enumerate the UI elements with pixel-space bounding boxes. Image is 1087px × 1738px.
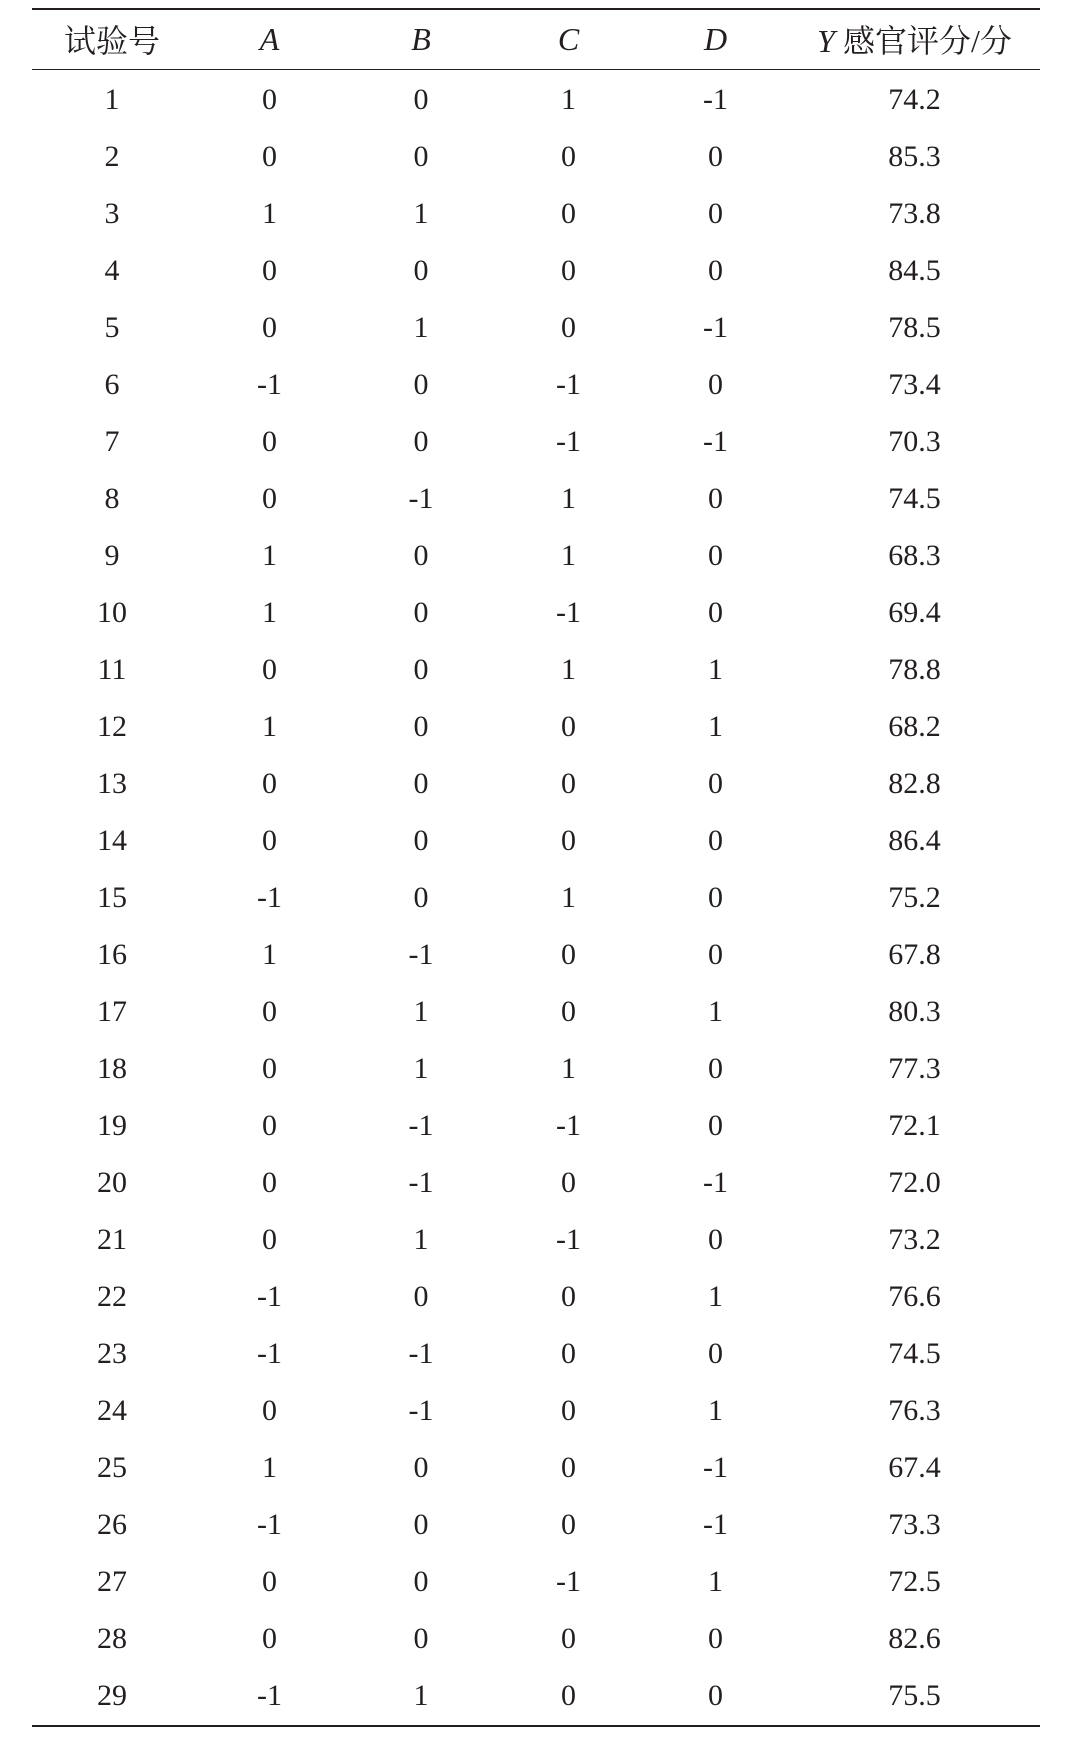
trial-number-cell: 12: [97, 710, 127, 743]
table-header: [32, 9, 1040, 69]
factor-b-cell: 0: [413, 539, 429, 572]
factor-a-cell: 0: [262, 311, 277, 344]
trial-number-cell: 23: [97, 1337, 127, 1370]
header-y-letter: Y: [817, 23, 835, 60]
header-sensory-score: [789, 9, 1040, 69]
trial-number-cell: 25: [97, 1451, 127, 1484]
factor-d-cell: 0: [708, 767, 723, 800]
table-row: [32, 1554, 1040, 1611]
header-factor-b: B: [411, 20, 431, 57]
sensory-score-cell: 75.5: [888, 1679, 941, 1712]
sensory-score-cell: 82.8: [888, 767, 941, 800]
factor-b-cell: -1: [408, 938, 434, 971]
factor-b-cell: 0: [413, 881, 429, 914]
factor-a-cell: -1: [257, 881, 282, 914]
factor-a-cell: 1: [262, 596, 277, 629]
sensory-score-cell: 86.4: [888, 824, 941, 857]
table-row: [32, 1212, 1040, 1269]
factor-d-cell: -1: [703, 1451, 728, 1484]
factor-c-cell: 1: [561, 1052, 576, 1085]
factor-a-cell: 0: [262, 824, 277, 857]
factor-b-cell: 0: [413, 425, 429, 458]
factor-a-cell: 1: [262, 938, 277, 971]
factor-a-cell: 0: [262, 767, 277, 800]
table-row: [32, 1041, 1040, 1098]
factor-c-cell: 0: [561, 1679, 576, 1712]
trial-number-cell: 14: [97, 824, 127, 857]
factor-c-cell: 0: [561, 140, 576, 173]
trial-number-cell: 2: [104, 140, 120, 173]
trial-number-cell: 19: [97, 1109, 127, 1142]
factor-d-cell: 1: [708, 1280, 723, 1313]
factor-c-cell: 0: [561, 1451, 576, 1484]
factor-d-cell: 0: [708, 1109, 723, 1142]
factor-c-cell: -1: [556, 368, 581, 401]
factor-d-cell: 0: [708, 1223, 723, 1256]
factor-c-cell: -1: [556, 596, 581, 629]
trial-number-cell: 3: [104, 197, 120, 230]
sensory-score-cell: 85.3: [888, 140, 941, 173]
factor-a-cell: -1: [257, 368, 282, 401]
sensory-score-cell: 76.6: [888, 1280, 941, 1313]
trial-number-cell: 6: [104, 368, 120, 401]
sensory-score-cell: 68.2: [888, 710, 941, 743]
sensory-score-cell: 74.2: [888, 83, 941, 116]
factor-b-cell: 0: [413, 1565, 429, 1598]
sensory-score-cell: 74.5: [888, 482, 941, 515]
factor-d-cell: 0: [708, 596, 723, 629]
factor-b-cell: -1: [408, 1394, 434, 1427]
factor-a-cell: 0: [262, 653, 277, 686]
sensory-score-cell: 72.0: [888, 1166, 941, 1199]
factor-b-cell: 0: [413, 1622, 429, 1655]
table-row: [32, 1497, 1040, 1554]
sensory-score-cell: 82.6: [888, 1622, 941, 1655]
trial-number-cell: 18: [97, 1052, 127, 1085]
trial-number-cell: 22: [97, 1280, 127, 1313]
factor-a-cell: -1: [257, 1337, 282, 1370]
factor-b-cell: -1: [408, 1337, 434, 1370]
table-body: [32, 69, 1040, 1726]
trial-number-cell: 24: [97, 1394, 127, 1427]
table-row: [32, 927, 1040, 984]
factor-d-cell: 0: [708, 1337, 723, 1370]
sensory-score-cell: 72.5: [888, 1565, 941, 1598]
factor-c-cell: 1: [561, 539, 576, 572]
data-table-container: [32, 8, 1040, 1727]
factor-d-cell: 0: [708, 368, 723, 401]
table-row: [32, 699, 1040, 756]
header-factor-a: A: [259, 20, 280, 57]
table-row: [32, 357, 1040, 414]
factor-a-cell: -1: [257, 1280, 282, 1313]
factor-a-cell: 0: [262, 1394, 277, 1427]
factor-d-cell: -1: [703, 425, 728, 458]
sensory-score-cell: 77.3: [888, 1052, 941, 1085]
trial-number-cell: 16: [97, 938, 127, 971]
trial-number-cell: 20: [97, 1166, 127, 1199]
table-row: [32, 1155, 1040, 1212]
trial-number-cell: 27: [97, 1565, 127, 1598]
factor-b-cell: 0: [413, 1451, 429, 1484]
factor-b-cell: -1: [408, 1109, 434, 1142]
factor-b-cell: 1: [413, 197, 429, 230]
factor-b-cell: 0: [413, 596, 429, 629]
factor-a-cell: 1: [262, 710, 277, 743]
factor-a-cell: 0: [262, 425, 277, 458]
table-row: [32, 756, 1040, 813]
sensory-score-cell: 73.4: [888, 368, 941, 401]
factor-c-cell: 0: [561, 767, 576, 800]
table-row: [32, 186, 1040, 243]
trial-number-cell: 10: [97, 596, 127, 629]
factor-c-cell: -1: [556, 425, 581, 458]
factor-a-cell: 0: [262, 1565, 277, 1598]
factor-d-cell: 1: [708, 710, 723, 743]
table-row: [32, 1269, 1040, 1326]
table-row: [32, 528, 1040, 585]
factor-a-cell: 0: [262, 1622, 277, 1655]
factor-b-cell: -1: [408, 1166, 434, 1199]
table-row: [32, 642, 1040, 699]
factor-d-cell: -1: [703, 83, 728, 116]
factor-d-cell: 0: [708, 1679, 723, 1712]
trial-number-cell: 11: [97, 653, 127, 686]
factor-b-cell: 0: [413, 254, 429, 287]
trial-number-cell: 5: [104, 311, 120, 344]
factor-c-cell: 0: [561, 197, 576, 230]
table-row: [32, 69, 1040, 129]
factor-c-cell: 0: [561, 1337, 576, 1370]
header-y-text: 感官评分/分: [842, 23, 1012, 60]
factor-c-cell: -1: [556, 1109, 581, 1142]
factor-c-cell: 0: [561, 311, 576, 344]
sensory-score-cell: 72.1: [888, 1109, 941, 1142]
factor-c-cell: 0: [561, 1508, 576, 1541]
factor-d-cell: 0: [708, 938, 723, 971]
factor-b-cell: 0: [413, 1508, 429, 1541]
table-row: [32, 414, 1040, 471]
trial-number-cell: 1: [104, 83, 120, 116]
trial-number-cell: 28: [97, 1622, 127, 1655]
trial-number-cell: 26: [97, 1508, 127, 1541]
factor-d-cell: 1: [708, 653, 723, 686]
experiment-design-table: [32, 8, 1040, 1727]
trial-number-cell: 29: [97, 1679, 127, 1712]
sensory-score-cell: 80.3: [888, 995, 941, 1028]
sensory-score-cell: 73.8: [888, 197, 941, 230]
factor-b-cell: 0: [413, 368, 429, 401]
factor-b-cell: 0: [413, 140, 429, 173]
sensory-score-cell: 75.2: [888, 881, 941, 914]
table-row: [32, 585, 1040, 642]
factor-d-cell: -1: [703, 1166, 728, 1199]
trial-number-cell: 8: [104, 482, 120, 515]
factor-d-cell: -1: [703, 311, 728, 344]
factor-a-cell: 0: [262, 1052, 277, 1085]
sensory-score-cell: 67.8: [888, 938, 941, 971]
factor-b-cell: 0: [413, 653, 429, 686]
factor-c-cell: 0: [561, 1622, 576, 1655]
factor-d-cell: 0: [708, 1052, 723, 1085]
factor-b-cell: 1: [413, 1679, 429, 1712]
factor-c-cell: 0: [561, 710, 576, 743]
table-row: [32, 1383, 1040, 1440]
header-factor-c: C: [557, 20, 580, 57]
factor-a-cell: 1: [262, 1451, 277, 1484]
table-row: [32, 243, 1040, 300]
factor-a-cell: -1: [257, 1508, 282, 1541]
factor-c-cell: -1: [556, 1223, 581, 1256]
factor-a-cell: 0: [262, 1166, 277, 1199]
factor-a-cell: 0: [262, 140, 277, 173]
header-trial-number: 试验号: [63, 23, 160, 60]
factor-b-cell: 1: [413, 1223, 429, 1256]
factor-a-cell: 1: [262, 197, 277, 230]
factor-a-cell: 0: [262, 1109, 277, 1142]
factor-d-cell: 1: [708, 1394, 723, 1427]
trial-number-cell: 4: [104, 254, 120, 287]
factor-d-cell: 1: [708, 995, 723, 1028]
sensory-score-cell: 70.3: [888, 425, 941, 458]
sensory-score-cell: 68.3: [888, 539, 941, 572]
sensory-score-cell: 78.8: [888, 653, 941, 686]
factor-d-cell: 0: [708, 197, 723, 230]
factor-a-cell: 0: [262, 482, 277, 515]
factor-b-cell: 0: [413, 1280, 429, 1313]
table-row: [32, 1098, 1040, 1155]
table-row: [32, 870, 1040, 927]
factor-d-cell: 1: [708, 1565, 723, 1598]
factor-c-cell: 1: [561, 881, 576, 914]
table-row: [32, 1440, 1040, 1497]
sensory-score-cell: 76.3: [888, 1394, 941, 1427]
table-row: [32, 813, 1040, 870]
factor-b-cell: 0: [413, 824, 429, 857]
table-row: [32, 300, 1040, 357]
factor-a-cell: -1: [257, 1679, 282, 1712]
sensory-score-cell: 67.4: [888, 1451, 941, 1484]
factor-a-cell: 0: [262, 1223, 277, 1256]
factor-a-cell: 0: [262, 254, 277, 287]
sensory-score-cell: 73.2: [888, 1223, 941, 1256]
factor-d-cell: 0: [708, 254, 723, 287]
factor-c-cell: 0: [561, 824, 576, 857]
factor-d-cell: 0: [708, 1622, 723, 1655]
trial-number-cell: 7: [104, 425, 120, 458]
table-row: [32, 129, 1040, 186]
factor-d-cell: 0: [708, 482, 723, 515]
factor-d-cell: 0: [708, 881, 723, 914]
factor-b-cell: 1: [413, 1052, 429, 1085]
factor-d-cell: 0: [708, 824, 723, 857]
factor-c-cell: 0: [561, 1166, 576, 1199]
sensory-score-cell: 74.5: [888, 1337, 941, 1370]
factor-c-cell: 0: [561, 254, 576, 287]
table-row: [32, 471, 1040, 528]
trial-number-cell: 13: [97, 767, 127, 800]
factor-a-cell: 0: [262, 995, 277, 1028]
factor-b-cell: 0: [413, 710, 429, 743]
factor-d-cell: -1: [703, 1508, 728, 1541]
header-row: [32, 9, 1040, 69]
factor-b-cell: 1: [413, 311, 429, 344]
factor-d-cell: 0: [708, 140, 723, 173]
factor-a-cell: 1: [262, 539, 277, 572]
sensory-score-cell: 73.3: [888, 1508, 941, 1541]
factor-c-cell: 1: [561, 482, 576, 515]
factor-c-cell: 0: [561, 995, 576, 1028]
factor-c-cell: 1: [561, 653, 576, 686]
factor-d-cell: 0: [708, 539, 723, 572]
factor-c-cell: 1: [561, 83, 576, 116]
trial-number-cell: 9: [104, 539, 120, 572]
trial-number-cell: 17: [97, 995, 127, 1028]
factor-b-cell: -1: [408, 482, 434, 515]
table-row: [32, 1326, 1040, 1383]
table-row: [32, 984, 1040, 1041]
factor-a-cell: 0: [262, 83, 277, 116]
table-row: [32, 1668, 1040, 1726]
factor-b-cell: 0: [413, 767, 429, 800]
sensory-score-cell: 78.5: [888, 311, 941, 344]
factor-c-cell: -1: [556, 1565, 581, 1598]
sensory-score-cell: 84.5: [888, 254, 941, 287]
factor-c-cell: 0: [561, 1280, 576, 1313]
sensory-score-cell: 69.4: [888, 596, 941, 629]
factor-c-cell: 0: [561, 938, 576, 971]
table-row: [32, 1611, 1040, 1668]
trial-number-cell: 15: [97, 881, 127, 914]
factor-c-cell: 0: [561, 1394, 576, 1427]
header-factor-d: D: [703, 20, 728, 57]
trial-number-cell: 21: [97, 1223, 127, 1256]
factor-b-cell: 0: [413, 83, 429, 116]
factor-b-cell: 1: [413, 995, 429, 1028]
